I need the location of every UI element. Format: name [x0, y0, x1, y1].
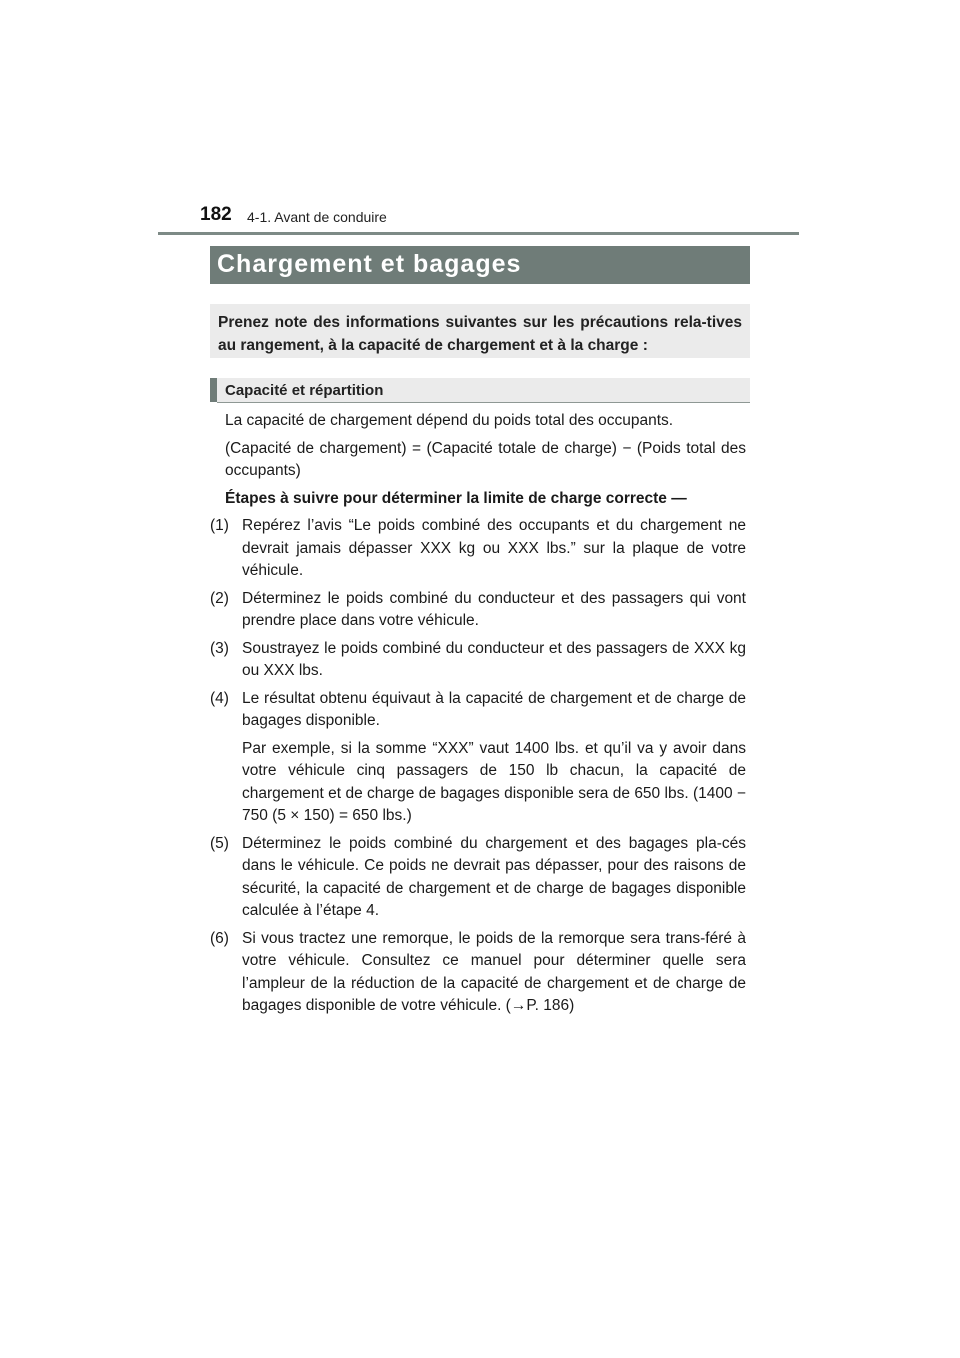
- breadcrumb: 4-1. Avant de conduire: [247, 209, 387, 225]
- steps-heading: Étapes à suivre pour déterminer la limite de charge correcte —: [225, 489, 687, 507]
- list-item: [210, 928, 746, 1018]
- body-content: [210, 410, 746, 1023]
- section-title: Capacité et répartition: [225, 382, 384, 399]
- list-item: [210, 588, 746, 633]
- step-text: Si vous tractez une remorque, le poids de la remorque sera trans-féré à votre véhicule. Consultez ce manuel pour déterminer quelle sera l’ampleur de la réduction de la capacité de chargement et de charge de bagages disponible de votre véhicule. (→P. 186): [242, 929, 746, 1014]
- step-number: (6): [210, 929, 229, 947]
- section-heading: [210, 378, 750, 402]
- list-item: [210, 638, 746, 683]
- intro-text: Prenez note des informations suivantes sur les précautions rela-tives au rangement, à la capacité de chargement et à la charge :: [218, 314, 742, 354]
- step-number: (5): [210, 834, 229, 852]
- capacity-paragraph: La capacité de chargement dépend du poids total des occupants.: [225, 412, 674, 429]
- step-text: Déterminez le poids combiné du chargement et des bagages pla-cés dans le véhicule. Ce poids ne devrait pas dépasser, pour des raisons de sécurité, la capacité de chargement et de charge de bagages disponible calculée à l’étape 4.: [242, 834, 746, 919]
- step-text: Déterminez le poids combiné du conducteur et des passagers qui vont prendre place dans votre véhicule.: [242, 589, 746, 629]
- step-number: (4): [210, 689, 229, 707]
- step-number: (2): [210, 589, 229, 607]
- list-item: [210, 688, 746, 733]
- example-item: Par exemple, si la somme “XXX” vaut 1400 lbs. et qu’il va y avoir dans votre véhicule cinq passagers de 150 lb chacun, la capacité de chargement et de charge de bagages disponible sera de 650 lbs. (1400 − 750 (5 × 150) = 650 lbs.): [242, 739, 746, 824]
- formula-paragraph: (Capacité de chargement) = (Capacité totale de charge) − (Poids total des occupants): [225, 439, 746, 479]
- header-rule: [158, 232, 799, 235]
- list-item: [210, 833, 746, 923]
- section-accent: [210, 378, 217, 402]
- steps-list: [210, 515, 746, 1018]
- page-title: Chargement et bagages: [217, 250, 522, 278]
- list-item: [210, 515, 746, 583]
- intro-box: [210, 304, 750, 358]
- step-text: Le résultat obtenu équivaut à la capacité de chargement et de charge de bagages disponible.: [242, 689, 746, 729]
- step-text: Repérez l’avis “Le poids combiné des occupants et du chargement ne devrait jamais dépasser XXX kg ou XXX lbs.” sur la plaque de votre véhicule.: [242, 517, 746, 579]
- title-band: [210, 246, 750, 284]
- step-text: Soustrayez le poids combiné du conducteur et des passagers de XXX kg ou XXX lbs.: [242, 639, 746, 679]
- section-underline: [217, 402, 750, 403]
- step-number: (1): [210, 517, 229, 534]
- step-number: (3): [210, 639, 229, 657]
- page-number: 182: [200, 204, 232, 225]
